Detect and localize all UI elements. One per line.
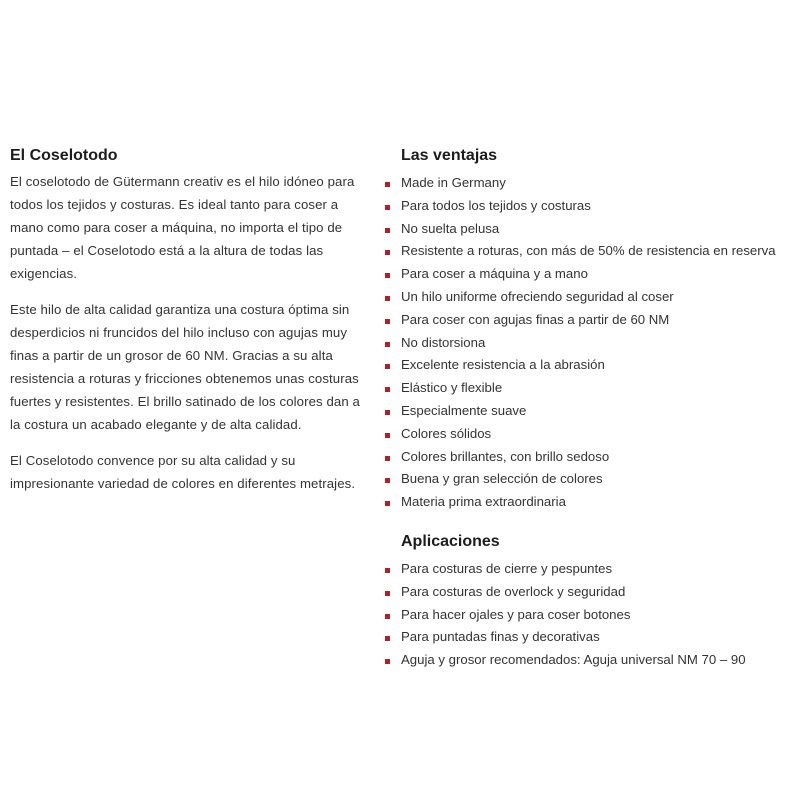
list-item bbox=[385, 172, 797, 195]
intro-paragraph: El coselotodo de Gütermann creativ es el hilo idóneo para todos los tejidos y costuras. Es ideal tanto para coser a mano como para coser a máquina, no importa el tipo de puntada – el Coselotodo está a la altura de todas las exigencias. bbox=[10, 174, 355, 281]
list-item-text: No distorsiona bbox=[401, 334, 486, 350]
list-item-text: Para todos los tejidos y costuras bbox=[401, 197, 591, 213]
square-bullet-icon bbox=[385, 636, 390, 641]
aplicaciones-title: Aplicaciones bbox=[401, 532, 500, 550]
colors-paragraph: El Coselotodo convence por su alta calidad y su impresionante variedad de colores en diferentes metrajes. bbox=[10, 453, 356, 491]
square-bullet-icon bbox=[385, 364, 390, 369]
list-item bbox=[385, 491, 797, 514]
square-bullet-icon bbox=[385, 456, 390, 461]
square-bullet-icon bbox=[385, 342, 390, 347]
square-bullet-icon bbox=[385, 568, 390, 573]
list-item bbox=[385, 581, 797, 604]
square-bullet-icon bbox=[385, 387, 390, 392]
list-item-text: Para coser a máquina y a mano bbox=[401, 266, 588, 282]
list-item bbox=[385, 354, 797, 377]
list-item-text: Para puntadas finas y decorativas bbox=[401, 629, 600, 645]
list-item-text: Colores brillantes, con brillo sedoso bbox=[401, 448, 610, 464]
list-item bbox=[385, 400, 797, 423]
features-column bbox=[385, 144, 797, 672]
square-bullet-icon bbox=[385, 478, 390, 483]
list-item-text: Para hacer ojales y para coser botones bbox=[401, 606, 631, 622]
list-item-text: Para costuras de overlock y seguridad bbox=[401, 583, 626, 599]
list-item bbox=[385, 558, 797, 581]
square-bullet-icon bbox=[385, 433, 390, 438]
list-item-text: Un hilo uniforme ofreciendo seguridad al coser bbox=[401, 288, 674, 304]
ventajas-title: Las ventajas bbox=[401, 147, 498, 164]
square-bullet-icon bbox=[385, 228, 390, 233]
list-item-text: Materia prima extraordinaria bbox=[401, 494, 566, 510]
square-bullet-icon bbox=[385, 182, 390, 187]
list-item bbox=[385, 468, 797, 491]
list-item-text: Para costuras de cierre y pespuntes bbox=[401, 560, 613, 576]
square-bullet-icon bbox=[385, 250, 390, 255]
square-bullet-icon bbox=[385, 659, 390, 664]
square-bullet-icon bbox=[385, 410, 390, 415]
square-bullet-icon bbox=[385, 296, 390, 301]
list-item-text: Excelente resistencia a la abrasión bbox=[401, 357, 605, 373]
list-item bbox=[385, 423, 797, 446]
list-item bbox=[385, 377, 797, 400]
quality-paragraph: Este hilo de alta calidad garantiza una costura óptima sin desperdicios ni fruncidos del hilo incluso con agujas muy finas a partir de un grosor de 60 NM. Gracias a su alta resistencia a roturas y fricciones obtenemos unas costuras fuertes y resistentes. El brillo satinado de los colores dan a la costura un acabado elegante y de alta calidad. bbox=[10, 302, 360, 432]
list-item-text: Para coser con agujas finas a partir de 60 NM bbox=[401, 311, 670, 327]
square-bullet-icon bbox=[385, 319, 390, 324]
list-item-text: Made in Germany bbox=[401, 175, 506, 190]
list-item-text: Elástico y flexible bbox=[401, 380, 503, 396]
list-item bbox=[385, 626, 797, 649]
list-item bbox=[385, 218, 797, 241]
list-item bbox=[385, 195, 797, 218]
ventajas-list bbox=[385, 172, 797, 514]
list-item bbox=[385, 649, 797, 672]
list-item bbox=[385, 332, 797, 355]
square-bullet-icon bbox=[385, 501, 390, 506]
list-item bbox=[385, 604, 797, 627]
list-item bbox=[385, 309, 797, 332]
list-item bbox=[385, 263, 797, 286]
list-item-text: Resistente a roturas, con más de 50% de resistencia en reserva bbox=[401, 243, 776, 259]
list-item-text: Especialmente suave bbox=[401, 402, 527, 418]
list-item-text: Aguja y grosor recomendados: Aguja universal NM 70 – 90 bbox=[401, 652, 746, 668]
list-item-text: Colores sólidos bbox=[401, 425, 492, 441]
list-item bbox=[385, 446, 797, 469]
coselotodo-section bbox=[10, 144, 370, 508]
square-bullet-icon bbox=[385, 614, 390, 619]
aplicaciones-list bbox=[385, 558, 797, 672]
coselotodo-title: El Coselotodo bbox=[10, 147, 118, 164]
list-item-text: Buena y gran selección de colores bbox=[401, 471, 603, 487]
square-bullet-icon bbox=[385, 591, 390, 596]
list-item bbox=[385, 240, 797, 263]
list-item-text: No suelta pelusa bbox=[401, 220, 500, 236]
list-item bbox=[385, 286, 797, 309]
square-bullet-icon bbox=[385, 273, 390, 278]
square-bullet-icon bbox=[385, 205, 390, 210]
